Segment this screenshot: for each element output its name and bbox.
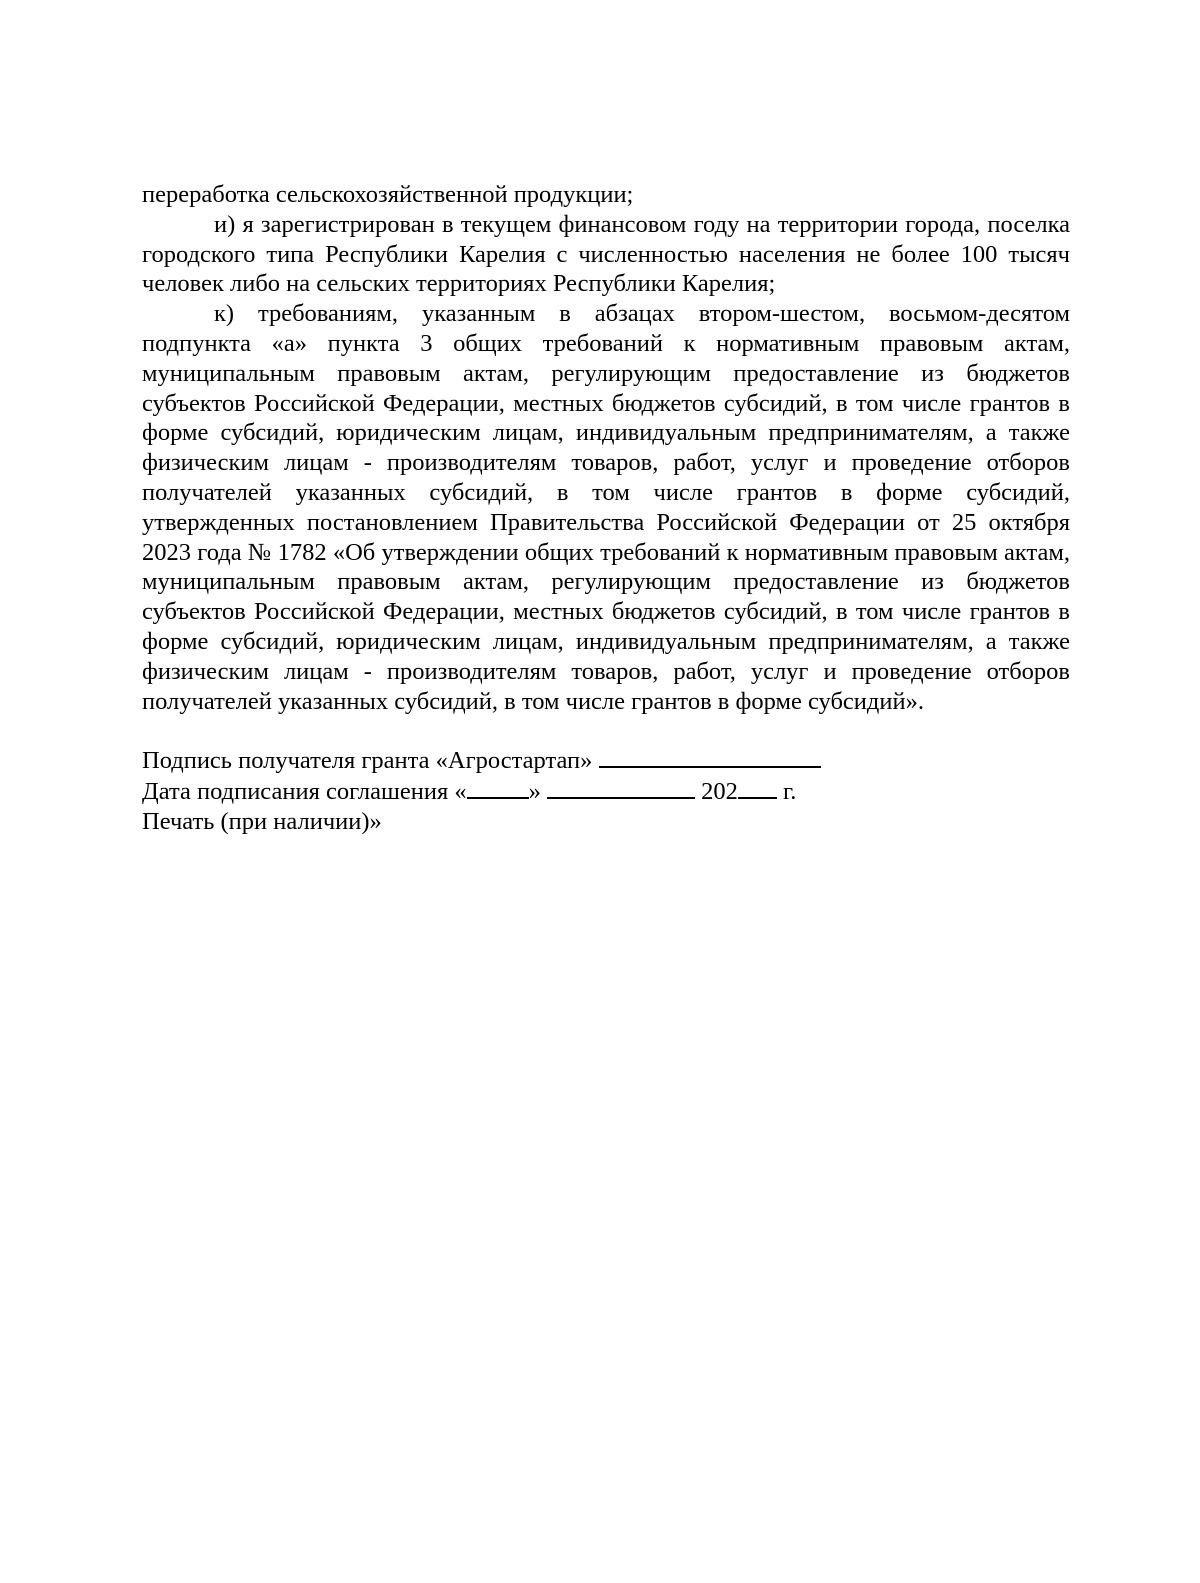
paragraph-item-k: к) требованиям, указанным в абзацах втором-шестом, восьмом-десятом подпункта «а» пункта 3 общих требований к нормативным правовым актам, муниципальным правовым актам, регулирующим предоставление из бюджетов субъектов Российской Федерации, местных бюджетов субсидий, в том числе грантов в форме субсидий, юридическим лицам, индивидуальным предпринимателям, а также физическим лицам - производителям товаров, работ, услуг и проведение отборов получателей указанных субсидий, в том числе грантов в форме субсидий, утвержденных постановлением Правительства Российской Федерации от 25 октября 2023 года № 1782 «Об утверждении общих требований к нормативным правовым актам, муниципальным правовым актам, регулирующим предоставление из бюджетов субъектов Российской Федерации, местных бюджетов субсидий, в том числе грантов в форме субсидий, юридическим лицам, индивидуальным предпринимателям, а также физическим лицам - производителям товаров, работ, услуг и проведение отборов получателей указанных субсидий, в том числе грантов в форме субсидий». [142,300,1070,715]
paragraph-continuation: переработка сельскохозяйственной продукции; [142,181,634,208]
date-year-blank [738,776,777,799]
signature-blank [599,745,821,768]
paragraph-item-i: и) я зарегистрирован в текущем финансовом году на территории города, поселка городского типа Республики Карелия с численностью населения не более 100 тысяч человек либо на сельских территориях Республики Карелия; [142,210,1070,298]
signature-label: Подпись получателя гранта «Агростартап» [142,747,593,775]
date-quote-close: » [528,778,541,806]
year-suffix: г. [782,778,797,806]
date-day-blank [467,776,529,799]
signature-line [142,745,1070,776]
signing-date-line [142,776,1070,807]
signing-date-label: Дата подписания соглашения « [142,778,467,806]
signature-block [142,745,1070,836]
stamp-line: Печать (при наличии)» [142,807,382,835]
date-month-blank [547,776,695,799]
year-prefix: 202 [701,778,738,806]
document-body [142,180,1070,837]
